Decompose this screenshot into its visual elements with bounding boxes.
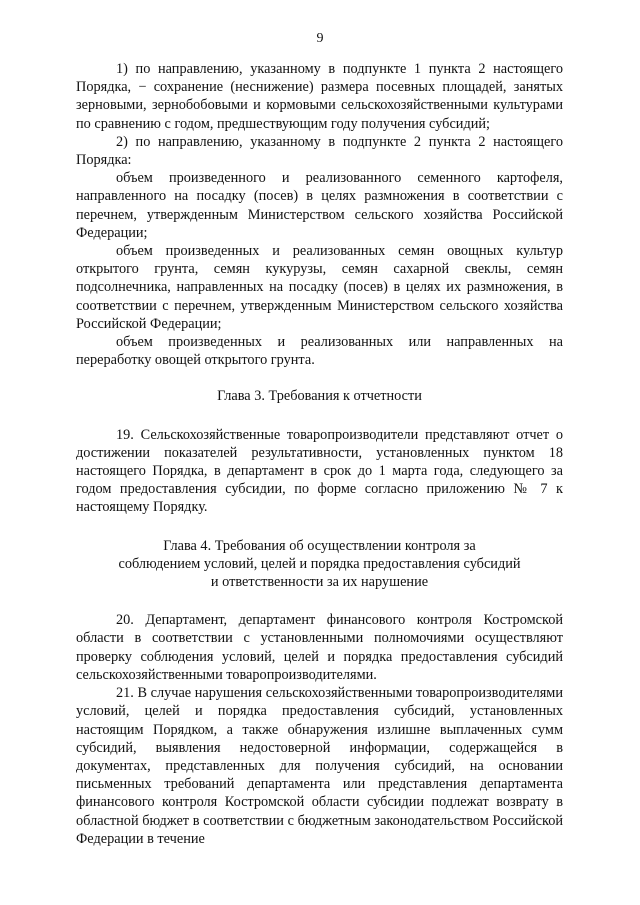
document-body bbox=[76, 60, 563, 848]
paragraph-2: 2) по направлению, указанному в подпункте 2 пункта 2 настоящего Порядка: bbox=[76, 133, 563, 169]
paragraph-seed-potato: объем произведенного и реализованного семенного картофеля, направленного на посадку (посев) в целях размножения в соответствии с перечнем, утвержденным Министерством сельского хозяйства Российской Федерации; bbox=[76, 170, 563, 241]
chapter-4-heading-line-3: и ответственности за их нарушение bbox=[210, 574, 429, 591]
paragraph-vegetables-processing: объем произведенных и реализованных или направленных на переработку овощей открытого грунта. bbox=[76, 334, 563, 369]
paragraph-21: 21. В случае нарушения сельскохозяйственными товаропроизводителями условий, целей и порядка предоставления субсидий, установленных настоящим Порядком, а также обнаружения излишне выплаченных сумм субсидий, выявления недостоверной информации, содержащейся в документах, представленных для получения субсидий, на основании письменных требований департамента или представления департамента финансового контроля Костромской области субсидии подлежат возврату в областной бюджет в соответствии с бюджетным законодательством Российской Федерации в течение bbox=[76, 685, 563, 847]
paragraph-1: 1) по направлению, указанному в подпункте 1 пункта 2 настоящего Порядка, − сохранение (неснижение) размера посевных площадей, занятых зерновыми, зернобобовыми и кормовыми сельскохозяйственными культурами по сравнению с годом, предшествующим году получения субсидий; bbox=[76, 61, 563, 132]
paragraph-19: 19. Сельскохозяйственные товаропроизводители представляют отчет о достижении показателей результативности, установленных пунктом 18 настоящего Порядка, в департамент в срок до 1 марта года, следующего за годом предоставления субсидии, по форме согласно приложению № 7 к настоящему Порядку. bbox=[76, 426, 563, 516]
spacer bbox=[76, 369, 563, 387]
spacer bbox=[76, 517, 563, 537]
chapter-3-heading: Глава 3. Требования к отчетности bbox=[217, 388, 422, 405]
chapter-4-heading-line-1: Глава 4. Требования об осуществлении контроля за bbox=[163, 537, 476, 554]
chapter-4-heading bbox=[76, 537, 563, 592]
paragraph-20: 20. Департамент, департамент финансового контроля Костромской области в соответствии с установленными полномочиями осуществляют проверку соблюдения условий, целей и порядка предоставления субсидий сельскохозяйственными товаропроизводителями. bbox=[76, 612, 563, 683]
chapter-4-heading-line-2: соблюдением условий, целей и порядка предоставления субсидий bbox=[118, 555, 521, 572]
spacer bbox=[76, 591, 563, 611]
paragraph-vegetable-seeds: объем произведенных и реализованных семян овощных культур открытого грунта, семян кукурузы, семян сахарной свеклы, семян подсолнечника, направленных на посадку (посев) в целях их размножения, в соответствии с перечнем, утвержденным Министерством сельского хозяйства Российской Федерации; bbox=[76, 243, 563, 332]
spacer bbox=[76, 406, 563, 426]
page-number: 9 bbox=[316, 31, 324, 46]
